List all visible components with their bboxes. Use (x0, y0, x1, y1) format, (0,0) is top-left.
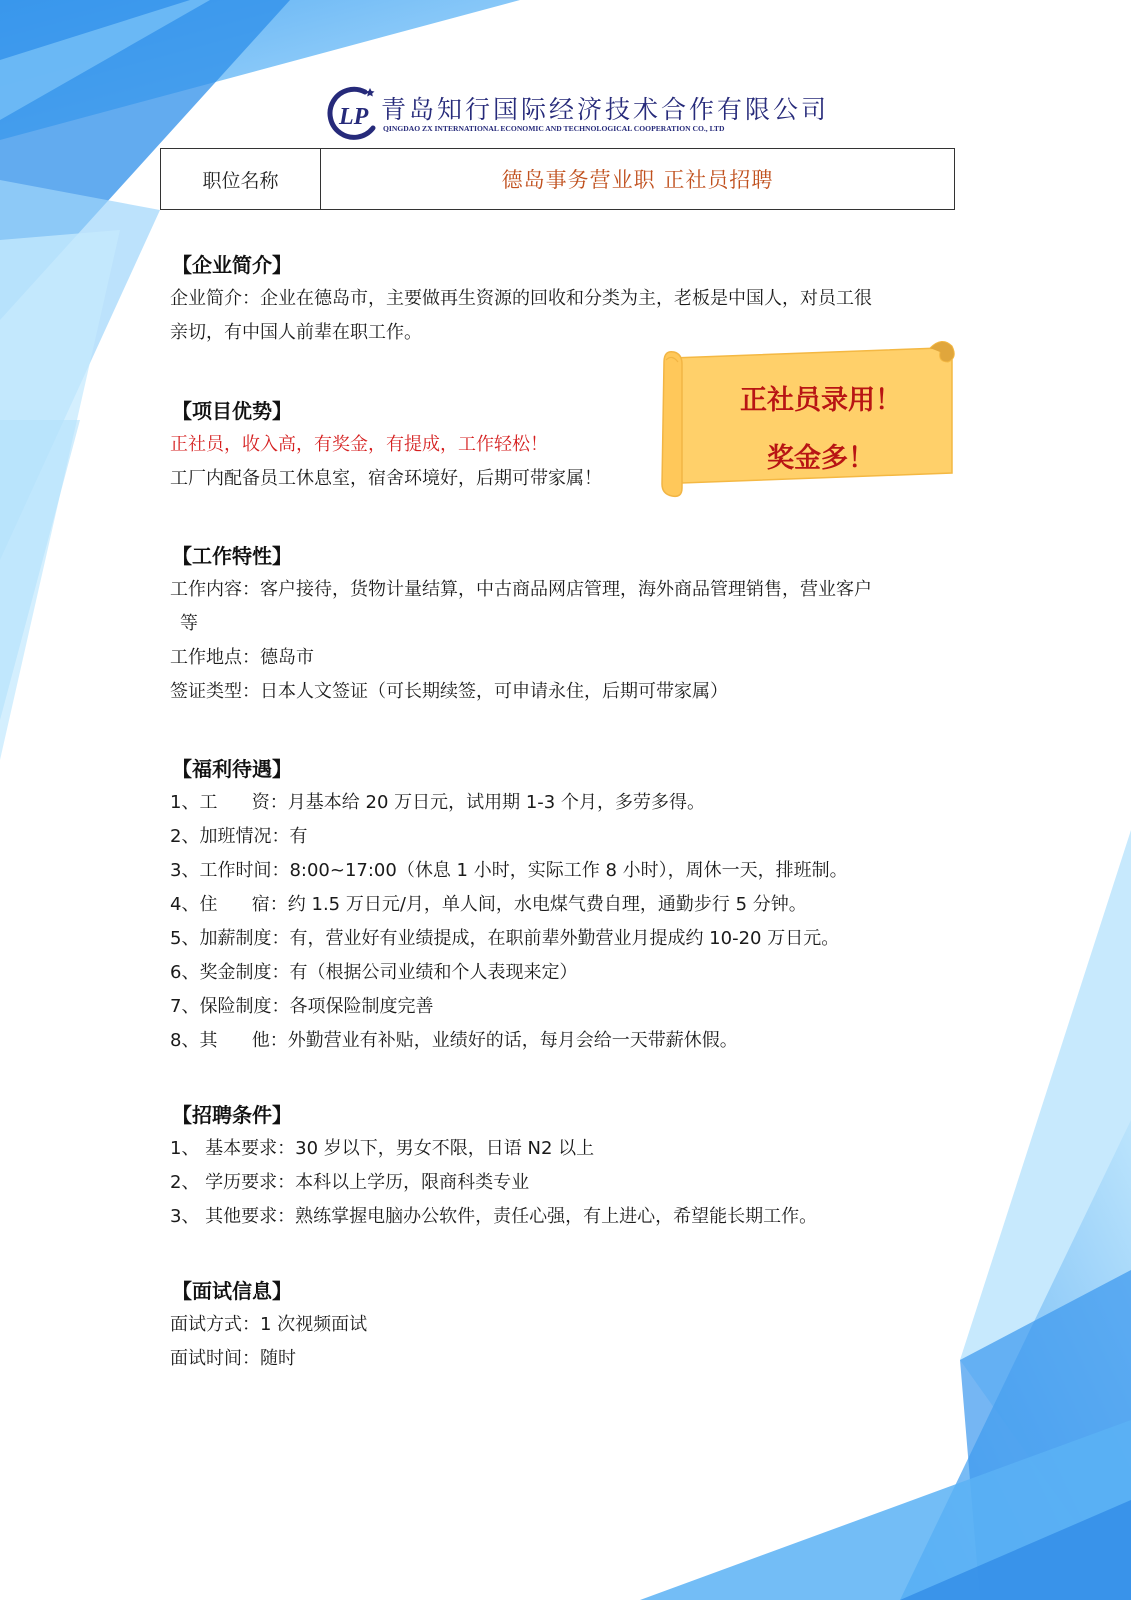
list-item: 3、工作时间：8:00~17:00（休息 1 小时，实际工作 8 小时），周休一天，排班制。 (170, 860, 848, 881)
section-title: 【招聘条件】 (172, 1103, 292, 1127)
text-line: 签证类型：日本人文签证（可长期续签，可申请永住，后期可带家属） (170, 681, 728, 702)
section-job (170, 539, 970, 709)
text-line: 面试时间：随时 (170, 1348, 296, 1369)
text-line: 工厂内配备员工休息室，宿舍环境好，后期可带家属！ (170, 468, 602, 489)
company-logo (325, 84, 830, 140)
banner-line-2: 奖金多！ (767, 443, 875, 474)
section-title: 【面试信息】 (172, 1279, 292, 1303)
list-item: 5、加薪制度：有，营业好有业绩提成，在职前辈外勤营业月提成约 10-20 万日元。 (170, 928, 840, 949)
text-line: 面试方式：1 次视频面试 (170, 1314, 368, 1335)
job-title-table (160, 148, 955, 210)
company-logo-icon (325, 84, 383, 140)
section-advantages (170, 394, 970, 496)
section-title: 【企业简介】 (172, 253, 292, 277)
list-item: 3、 其他要求：熟练掌握电脑办公软件，责任心强，有上进心，希望能长期工作。 (170, 1206, 818, 1227)
company-name-cn: 青岛知行国际经济技术合作有限公司 (381, 95, 830, 124)
list-item: 1、工 资：月基本给 20 万日元，试用期 1-3 个月，多劳多得。 (170, 792, 705, 813)
job-title-value: 德岛事务营业职 正社员招聘 (501, 168, 774, 192)
section-interview (170, 1274, 970, 1376)
list-item: 4、住 宿：约 1.5 万日元/月，单人间，水电煤气费自理，通勤步行 5 分钟。 (170, 894, 807, 915)
company-name-en: QINGDAO ZX INTERNATIONAL ECONOMIC AND TECHNOLOGICAL COOPERATION CO., LTD (383, 124, 725, 133)
job-title-label: 职位名称 (161, 149, 321, 209)
text-line: 亲切，有中国人前辈在职工作。 (170, 322, 422, 343)
list-item: 1、 基本要求：30 岁以下，男女不限，日语 N2 以上 (170, 1138, 595, 1159)
section-title: 【项目优势】 (172, 399, 292, 423)
list-item: 6、奖金制度：有（根据公司业绩和个人表现来定） (170, 962, 578, 983)
section-benefits (170, 752, 970, 1058)
section-title: 【福利待遇】 (172, 757, 292, 781)
text-line: 工作地点：德岛市 (170, 647, 314, 668)
highlight-line: 正社员，收入高，有奖金，有提成，工作轻松！ (170, 434, 548, 455)
text-line: 工作内容：客户接待，货物计量结算，中古商品网店管理，海外商品管理销售，营业客户 (170, 579, 872, 600)
text-line: 等 (180, 613, 198, 634)
list-item: 2、 学历要求：本科以上学历，限商科类专业 (170, 1172, 530, 1193)
section-title: 【工作特性】 (172, 544, 292, 568)
list-item: 8、其 他：外勤营业有补贴，业绩好的话，每月会给一天带薪休假。 (170, 1030, 738, 1051)
list-item: 7、保险制度：各项保险制度完善 (170, 996, 434, 1017)
section-requirements (170, 1098, 970, 1234)
section-intro (170, 248, 970, 350)
banner-line-1: 正社员录用！ (740, 385, 902, 416)
logo-letters: LP (339, 104, 369, 130)
list-item: 2、加班情况：有 (170, 826, 308, 847)
text-line: 企业简介：企业在德岛市，主要做再生资源的回收和分类为主，老板是中国人，对员工很 (170, 288, 872, 309)
